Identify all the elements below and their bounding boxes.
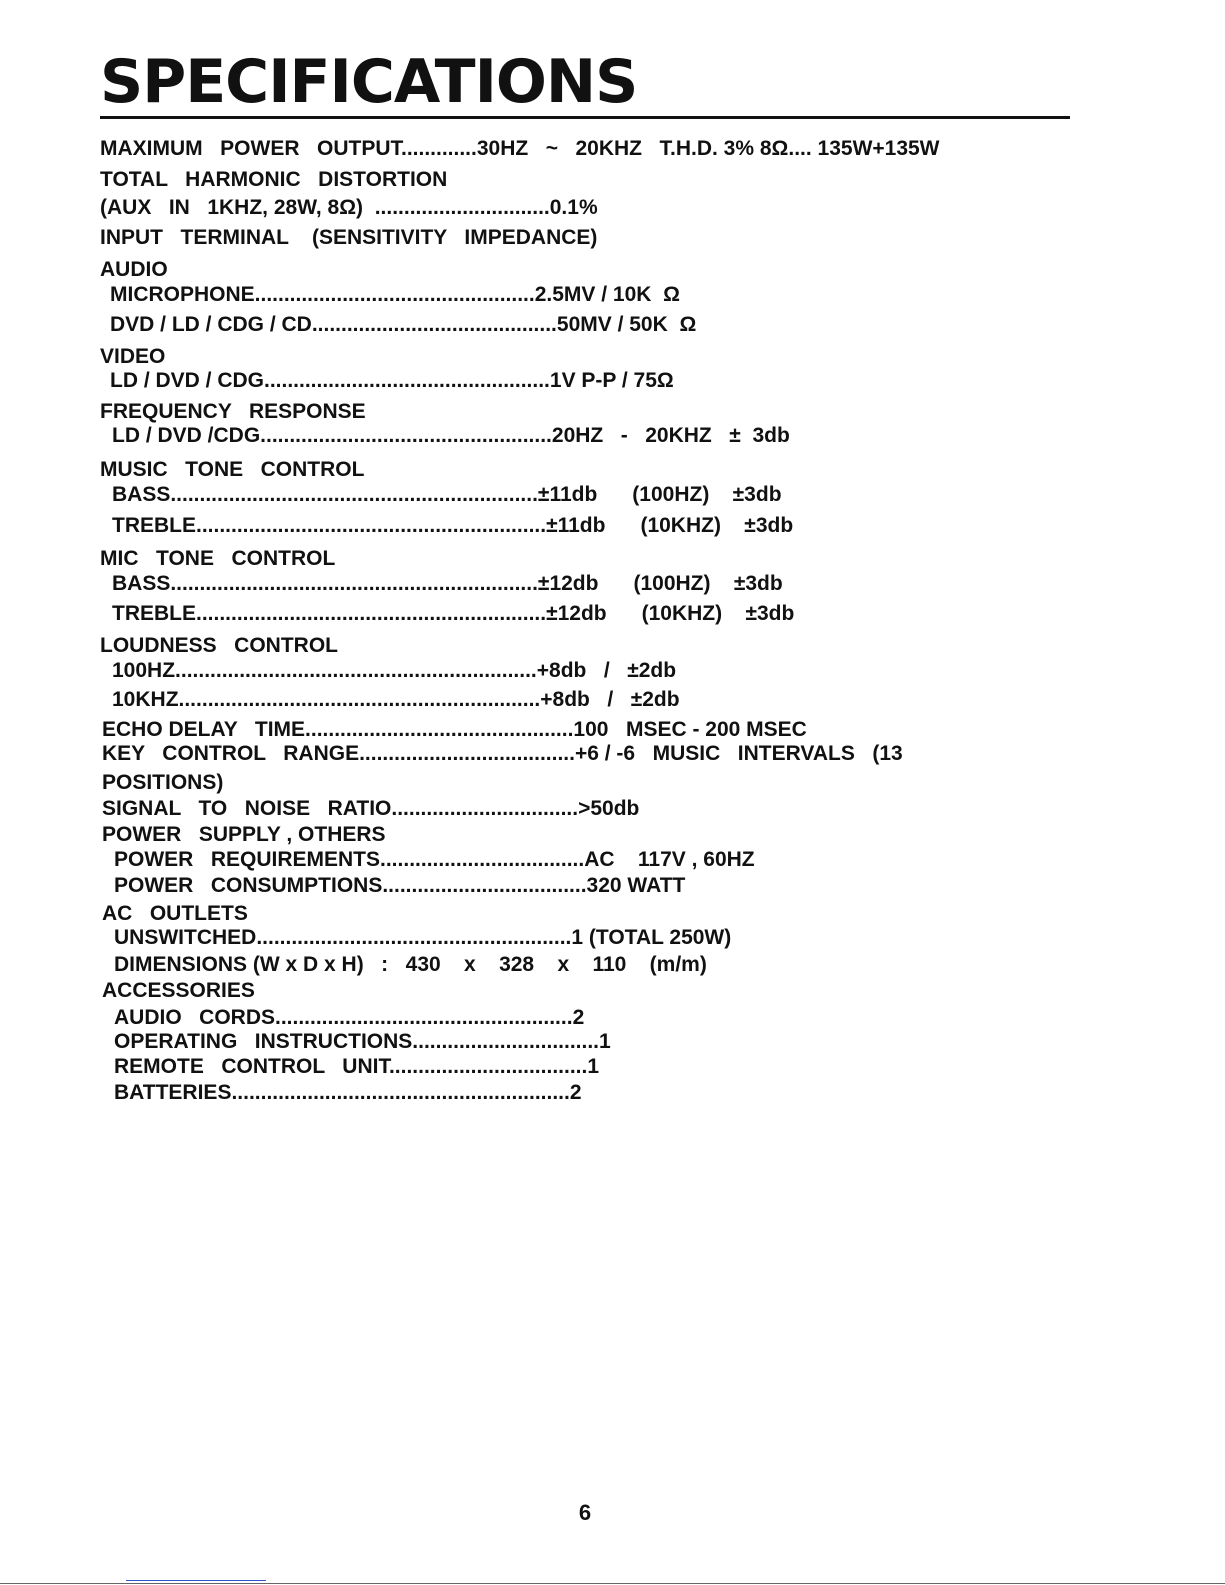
spec-audio-cords: AUDIO CORDS...................................................2 [114, 1006, 585, 1029]
spec-loudness-heading: LOUDNESS CONTROL [100, 634, 339, 657]
spec-music-bass: BASS...............................................................±11db (100HZ) ±3db [112, 483, 782, 506]
spec-power-requirements: POWER REQUIREMENTS...................................AC 117V , 60HZ [114, 848, 755, 871]
spec-mic-bass: BASS...............................................................±12db (100HZ) ±3db [112, 572, 783, 595]
spec-key-control-positions: POSITIONS) [102, 771, 224, 794]
spec-frequency-response-value: LD / DVD /CDG..................................................20HZ - 20KHZ ± 3db [112, 424, 790, 447]
footer-underline [126, 1580, 266, 1581]
spec-accessories-heading: ACCESSORIES [102, 979, 255, 1002]
spec-mic-treble: TREBLE............................................................±12db (10KHZ) ±3db [112, 602, 795, 625]
spec-batteries: BATTERIES..........................................................2 [114, 1081, 582, 1104]
spec-remote-control-unit: REMOTE CONTROL UNIT..................................1 [114, 1055, 599, 1078]
spec-microphone: MICROPHONE................................................2.5MV / 10K Ω [110, 283, 680, 306]
spec-audio-heading: AUDIO [100, 258, 168, 281]
spec-mic-tone-heading: MIC TONE CONTROL [100, 547, 336, 570]
spec-power-consumptions: POWER CONSUMPTIONS...................................320 WATT [114, 874, 686, 897]
spec-input-terminal-heading: INPUT TERMINAL (SENSITIVITY IMPEDANCE) [100, 226, 598, 249]
spec-loudness-100hz: 100HZ..............................................................+8db / ±2db [112, 659, 677, 682]
spec-frequency-response-heading: FREQUENCY RESPONSE [100, 400, 366, 423]
spec-music-tone-heading: MUSIC TONE CONTROL [100, 458, 365, 481]
spec-operating-instructions: OPERATING INSTRUCTIONS................................1 [114, 1030, 611, 1053]
page-title: SPECIFICATIONS [100, 47, 638, 117]
page-number: 6 [578, 1500, 592, 1525]
spec-power-supply-heading: POWER SUPPLY , OTHERS [102, 823, 386, 846]
spec-video-ld-dvd-cdg: LD / DVD / CDG.................................................1V P-P / 75Ω [110, 369, 674, 392]
spec-video-heading: VIDEO [100, 345, 166, 368]
spec-key-control-range: KEY CONTROL RANGE.....................................+6 / -6 MUSIC INTERVALS (13 [102, 742, 903, 765]
spec-thd-aux-in: (AUX IN 1KHZ, 28W, 8Ω) ..............................0.1% [100, 196, 598, 219]
spec-thd-heading: TOTAL HARMONIC DISTORTION [100, 168, 448, 191]
spec-dimensions: DIMENSIONS (W x D x H) : 430 x 328 x 110 (m/m) [114, 953, 707, 976]
spec-max-power-output: MAXIMUM POWER OUTPUT.............30HZ ~ 20KHZ T.H.D. 3% 8Ω.... 135W+135W [100, 137, 940, 160]
spec-unswitched: UNSWITCHED......................................................1 (TOTAL 250W) [114, 926, 732, 949]
spec-signal-to-noise: SIGNAL TO NOISE RATIO................................>50db [102, 797, 640, 820]
spec-ac-outlets-heading: AC OUTLETS [102, 902, 248, 925]
spec-music-treble: TREBLE............................................................±11db (10KHZ) ±3db [112, 514, 794, 537]
title-underline [100, 116, 1070, 119]
spec-echo-delay: ECHO DELAY TIME..............................................100 MSEC - 200 MSEC [102, 718, 807, 741]
spec-loudness-10khz: 10KHZ..............................................................+8db / ±2db [112, 688, 680, 711]
page-bottom-edge [0, 1583, 1225, 1584]
spec-dvd-ld-cdg-cd: DVD / LD / CDG / CD..........................................50MV / 50K Ω [110, 313, 697, 336]
